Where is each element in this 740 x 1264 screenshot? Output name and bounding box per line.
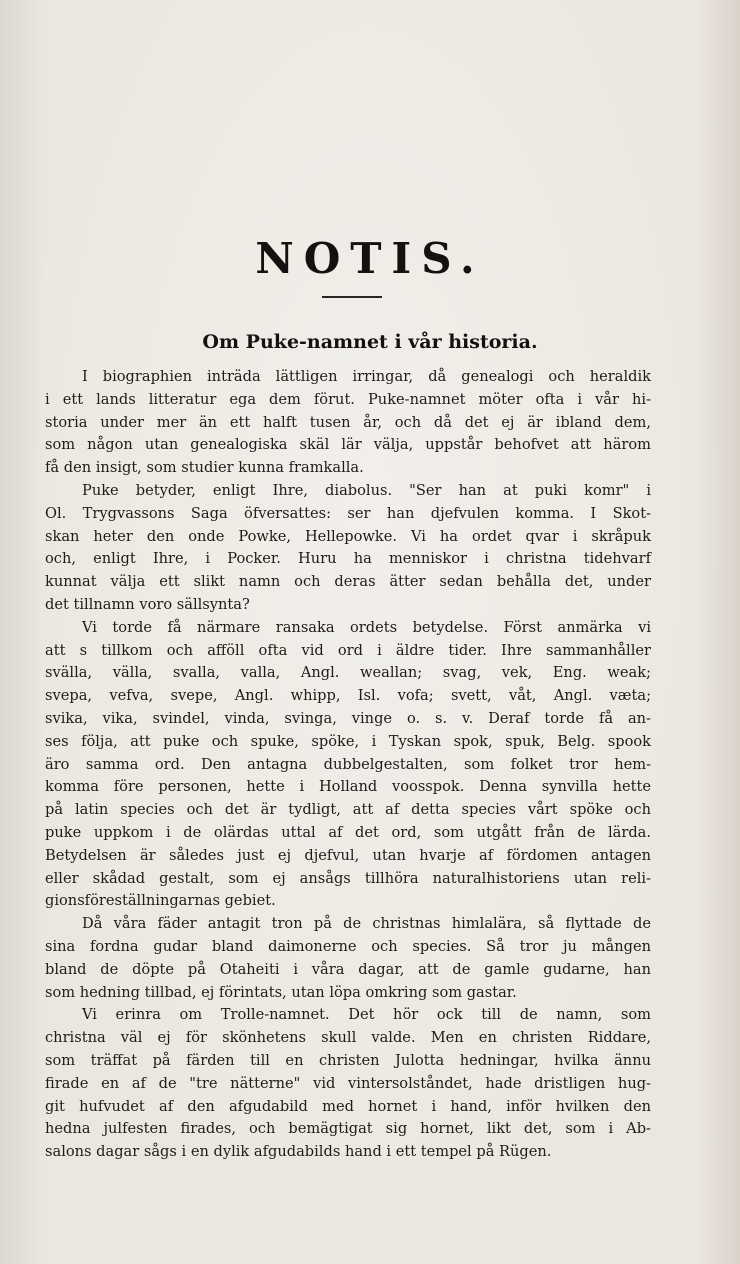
article-body [45,366,651,1164]
text-line: som träffat på färden till en christen Julotta hedningar, hvilka ännu [45,1051,651,1069]
text-line: kunnat välja ett slikt namn och deras ätter sedan behålla det, under [45,573,651,591]
text-line: svika, vika, svindel, vinda, svinga, vinge o. s. v. Deraf torde få an- [45,709,651,727]
text-line: hedna julfesten firades, och bemägtigat sig hornet, likt det, som i Ab- [45,1120,651,1138]
text-line: som hedning tillbad, ej förintats, utan löpa omkring som gastar. [45,983,517,1001]
text-line: svälla, välla, svalla, valla, Angl. weallan; svag, vek, Eng. weak; [45,664,651,682]
text-line: storia under mer än ett halft tusen år, och då det ej är ibland dem, [45,413,651,431]
text-line: att s tillkom och afföll ofta vid ord i äldre tider. Ihre sammanhåller [45,641,651,659]
text-line: Då våra fäder antagit tron på de christnas himlalära, så flyttade de [82,915,651,933]
text-line: i ett lands litteratur ega dem förut. Puke-namnet möter ofta i vår hi- [45,390,651,408]
text-line: sina fordna gudar bland daimonerne och species. Så tror ju mången [45,937,651,955]
text-line: puke uppkom i de olärdas uttal af det ord, som utgått från de lärda. [45,823,651,841]
text-line: ses följa, att puke och spuke, spöke, i Tyskan spok, spuk, Belg. spook [45,732,651,750]
title-divider [322,296,382,298]
paragraph [45,617,651,913]
text-line: få den insigt, som studier kunna framkalla. [45,459,364,477]
text-line: svepa, vefva, svepe, Angl. whipp, Isl. vofa; svett, våt, Angl. væta; [45,687,651,705]
page-title: NOTIS. [255,234,485,283]
text-line: på latin species och det är tydligt, att af detta species vårt spöke och [45,801,651,819]
text-line: eller skådad gestalt, som ej ansågs tillhöra naturalhistoriens utan reli- [45,869,651,887]
text-line: gionsföreställningarnas gebiet. [45,892,276,910]
text-line: och, enligt Ihre, i Pocker. Huru ha menniskor i christna tidehvarf [45,550,651,568]
text-line: Ol. Trygvassons Saga öfversattes: ser han djefvulen komma. I Skot- [45,504,651,522]
text-line: skan heter den onde Powke, Hellepowke. Vi ha ordet qvar i skråpuk [45,527,651,545]
text-line: Betydelsen är således just ej djefvul, utan hvarje af fördomen antagen [45,846,651,864]
text-line: christna väl ej för skönhetens skull valde. Men en christen Riddare, [45,1029,651,1047]
text-line: Vi erinra om Trolle-namnet. Det hör ock till de namn, som [82,1006,651,1024]
text-line: bland de döpte på Otaheiti i våra dagar, att de gamle gudarne, han [45,960,651,978]
paragraph [45,1004,651,1164]
text-line: komma före personen, hette i Holland voosspok. Denna synvilla hette [45,778,651,796]
text-line: salons dagar sågs i en dylik afgudabilds hand i ett tempel på Rügen. [45,1143,552,1161]
text-line: Vi torde få närmare ransaka ordets betydelse. Först anmärka vi [82,618,651,636]
paragraph [45,913,651,1004]
text-line: I biographien inträda lättligen irringar, då genealogi och heraldik [82,368,651,385]
text-line: det tillnamn voro sällsynta? [45,595,250,613]
text-line: git hufvudet af den afgudabild med hornet i hand, inför hvilken den [45,1097,651,1115]
article-subtitle: Om Puke-namnet i vår historia. [202,331,538,353]
paragraph [45,480,651,617]
text-line: firade en af de "tre nätterne" vid vintersolståndet, hade dristligen hug- [45,1074,651,1092]
paragraph [45,366,651,480]
text-line: äro samma ord. Den antagna dubbelgestalten, som folket tror hem- [45,755,651,773]
text-line: som någon utan genealogiska skäl lär välja, uppstår behofvet att härom [45,436,651,454]
text-line: Puke betyder, enligt Ihre, diabolus. "Ser han at puki komr" i [82,481,651,499]
